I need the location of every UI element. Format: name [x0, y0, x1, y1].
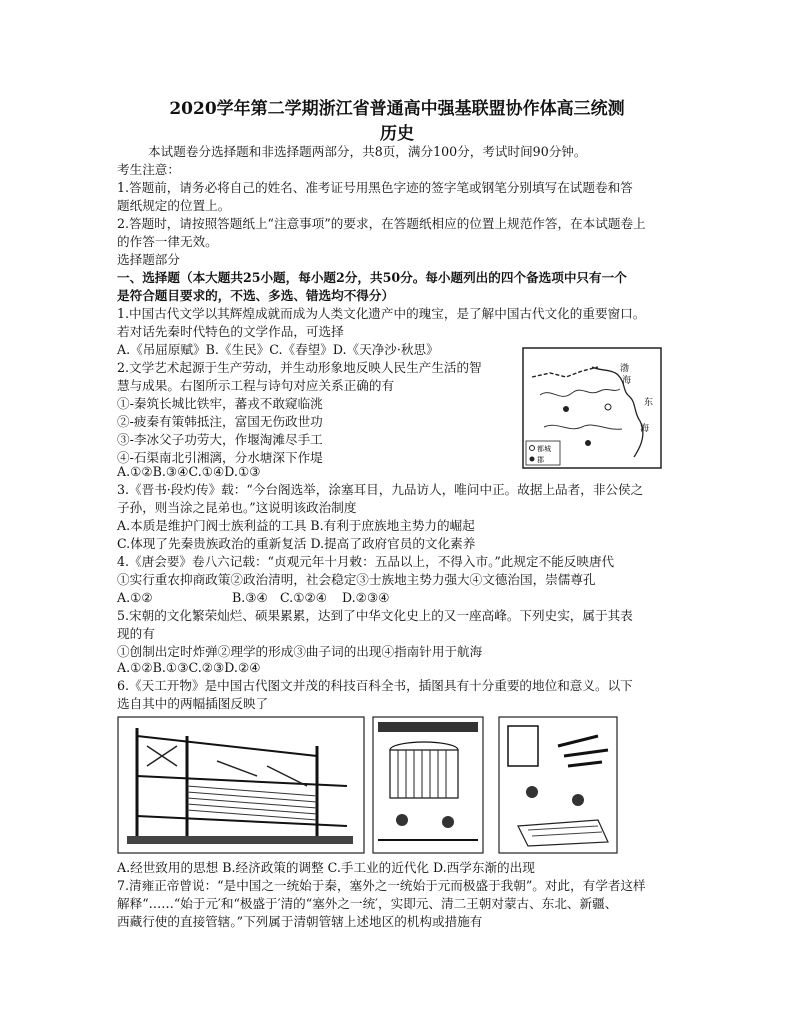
q2-stem-2: 慧与成果。右图所示工程与诗句对应关系正确的有 — [117, 378, 395, 393]
workshop-roof — [378, 722, 478, 732]
section-part-label: 选择题部分 — [117, 252, 180, 267]
q4-option-a: A.①② — [117, 590, 153, 605]
q4-option-c: C.①②④ — [280, 590, 328, 605]
q5-stem-3: ①创制出定时炸弹②理学的形成③曲子词的出现④指南针用于航海 — [117, 644, 483, 659]
q6-options: A.经世致用的思想 B.经济政策的调整 C.手工业的近代化 D.西学东渐的出现 — [117, 860, 535, 875]
field-worker-1 — [526, 786, 538, 798]
q1-options: A.《吊屈原赋》B.《生民》C.《春望》D.《天净沙·秋思》 — [117, 342, 439, 357]
map-legend-county: 郡 — [537, 456, 544, 464]
q6-illustration-workshop — [372, 716, 484, 854]
section-heading-2: 是符合题目要求的，不选、多选、错选均不得分） — [117, 288, 395, 303]
q2-statement-4: ④-石渠南北引湘漓，分水塘深下作堤 — [117, 450, 323, 465]
q1-stem-1: 1.中国古代文学以其辉煌成就而成为人类文化遗产中的瑰宝，是了解中国古代文化的重要窗口。 — [117, 306, 646, 321]
section-heading-1: 一、选择题（本大题共25小题，每小题2分，共50分。每小题列出的四个备选项中只有一个 — [117, 270, 627, 285]
q2-options: A.①②B.③④C.①④D.①③ — [117, 464, 261, 479]
notice-heading: 考生注意： — [117, 162, 180, 177]
exam-intro: 本试题卷分选择题和非选择题两部分，共8页，满分100分，考试时间90分钟。 — [148, 144, 587, 159]
q2-stem-1: 2.文学艺术起源于生产劳动，并生动形象地反映人民生产生活的智 — [117, 360, 482, 375]
q4-option-d: D.②③④ — [342, 590, 390, 605]
q5-stem-1: 5.宋朝的文化繁荣灿烂、硕果累累，达到了中华文化史上的又一座高峰。下列史实，属于其表 — [117, 608, 633, 623]
q7-stem-1: 7.清雍正帝曾说：“是中国之一统始于秦，塞外之一统始于元而极盛于我朝”。对此，有学者这样 — [117, 878, 646, 893]
workshop-worker-1 — [396, 814, 408, 826]
q3-options-2: C.体现了先秦贵族政治的重新复活 D.提高了政府官员的文化素养 — [117, 536, 476, 551]
workshop-worker-2 — [442, 816, 454, 828]
map-label-sea1: 渤 — [620, 364, 630, 374]
q2-statement-2: ②-疲秦有策韩抵注，富国无伤政世功 — [117, 414, 323, 429]
q4-stem-1: 4.《唐会要》卷八六记载：“贞观元年十月敕：五品以上，不得入市。”此规定不能反映唐代 — [117, 554, 615, 569]
q3-stem-1: 3.《晋书·段灼传》载：“今台阁选举，涂塞耳目，九品访人，唯问中正。故据上品者，非公侯之 — [117, 482, 644, 497]
q2-statement-1: ①-秦筑长城比铁牢，蕃戎不敢窥临洮 — [117, 396, 323, 411]
notice-item-2a: 2.答题时，请按照答题纸上“注意事项”的要求，在答题纸相应的位置上规范作答，在本试题卷上 — [117, 216, 646, 231]
q2-map-figure — [522, 347, 662, 469]
notice-item-2b: 的作答一律无效。 — [117, 234, 218, 249]
q3-options-1: A.本质是维护门阀士族利益的工具 B.有利于庶族地主势力的崛起 — [117, 518, 475, 533]
workshop-vat — [390, 750, 458, 798]
exam-subject: 历史 — [380, 124, 414, 144]
map-marker-2 — [585, 440, 591, 446]
map-label-east: 东 — [644, 398, 654, 408]
notice-item-1a: 1.答题前，请务必将自己的姓名、准考证号用黑色字迹的签字笔或钢笔分别填写在试题卷和答 — [117, 180, 633, 195]
notice-item-1b: 题纸规定的位置上。 — [117, 198, 231, 213]
exam-title: 2020学年第二学期浙江省普通高中强基联盟协作体高三统测 — [169, 99, 625, 119]
q6-illustration-field — [498, 716, 618, 854]
map-marker-1 — [563, 406, 569, 412]
q2-statement-3: ③-李冰父子功劳大，作堰淘滩尽手工 — [117, 432, 323, 447]
map-legend-county-icon — [530, 457, 535, 462]
loom-base — [127, 836, 353, 844]
q4-option-b: B.③④ — [232, 590, 268, 605]
map-label-sea3: 海 — [640, 424, 650, 434]
q5-stem-2: 现的有 — [117, 626, 155, 641]
q3-stem-2: 子孙，则当涂之昆弟也。”这说明该政治制度 — [117, 500, 357, 515]
q7-stem-3: 西藏行使的直接管辖。”下列属于清朝管辖上述地区的机构或措施有 — [117, 914, 483, 929]
q4-stem-2: ①实行重农抑商政策②政治清明，社会稳定③士族地主势力强大④文德治国，崇儒尊孔 — [117, 572, 596, 587]
q1-stem-2: 若对话先秦时代特色的文学作品，可选择 — [117, 324, 344, 339]
field-worker-2 — [572, 794, 584, 806]
map-label-sea2: 海 — [622, 376, 632, 386]
q6-stem-1: 6.《天工开物》是中国古代图文并茂的科技百科全书，插图具有十分重要的地位和意义。以下 — [117, 678, 633, 693]
q5-options: A.①②B.①③C.②③D.②④ — [117, 660, 261, 675]
q6-illustration-loom — [117, 716, 365, 854]
map-legend-capital: 都城 — [537, 445, 551, 453]
q7-stem-2: 解释“……“始于元′和“极盛于′清的“塞外之一统′，实即元、清二王朝对蒙古、东北、新疆、 — [117, 896, 618, 911]
q6-stem-2: 选自其中的两幅插图反映了 — [117, 696, 269, 711]
